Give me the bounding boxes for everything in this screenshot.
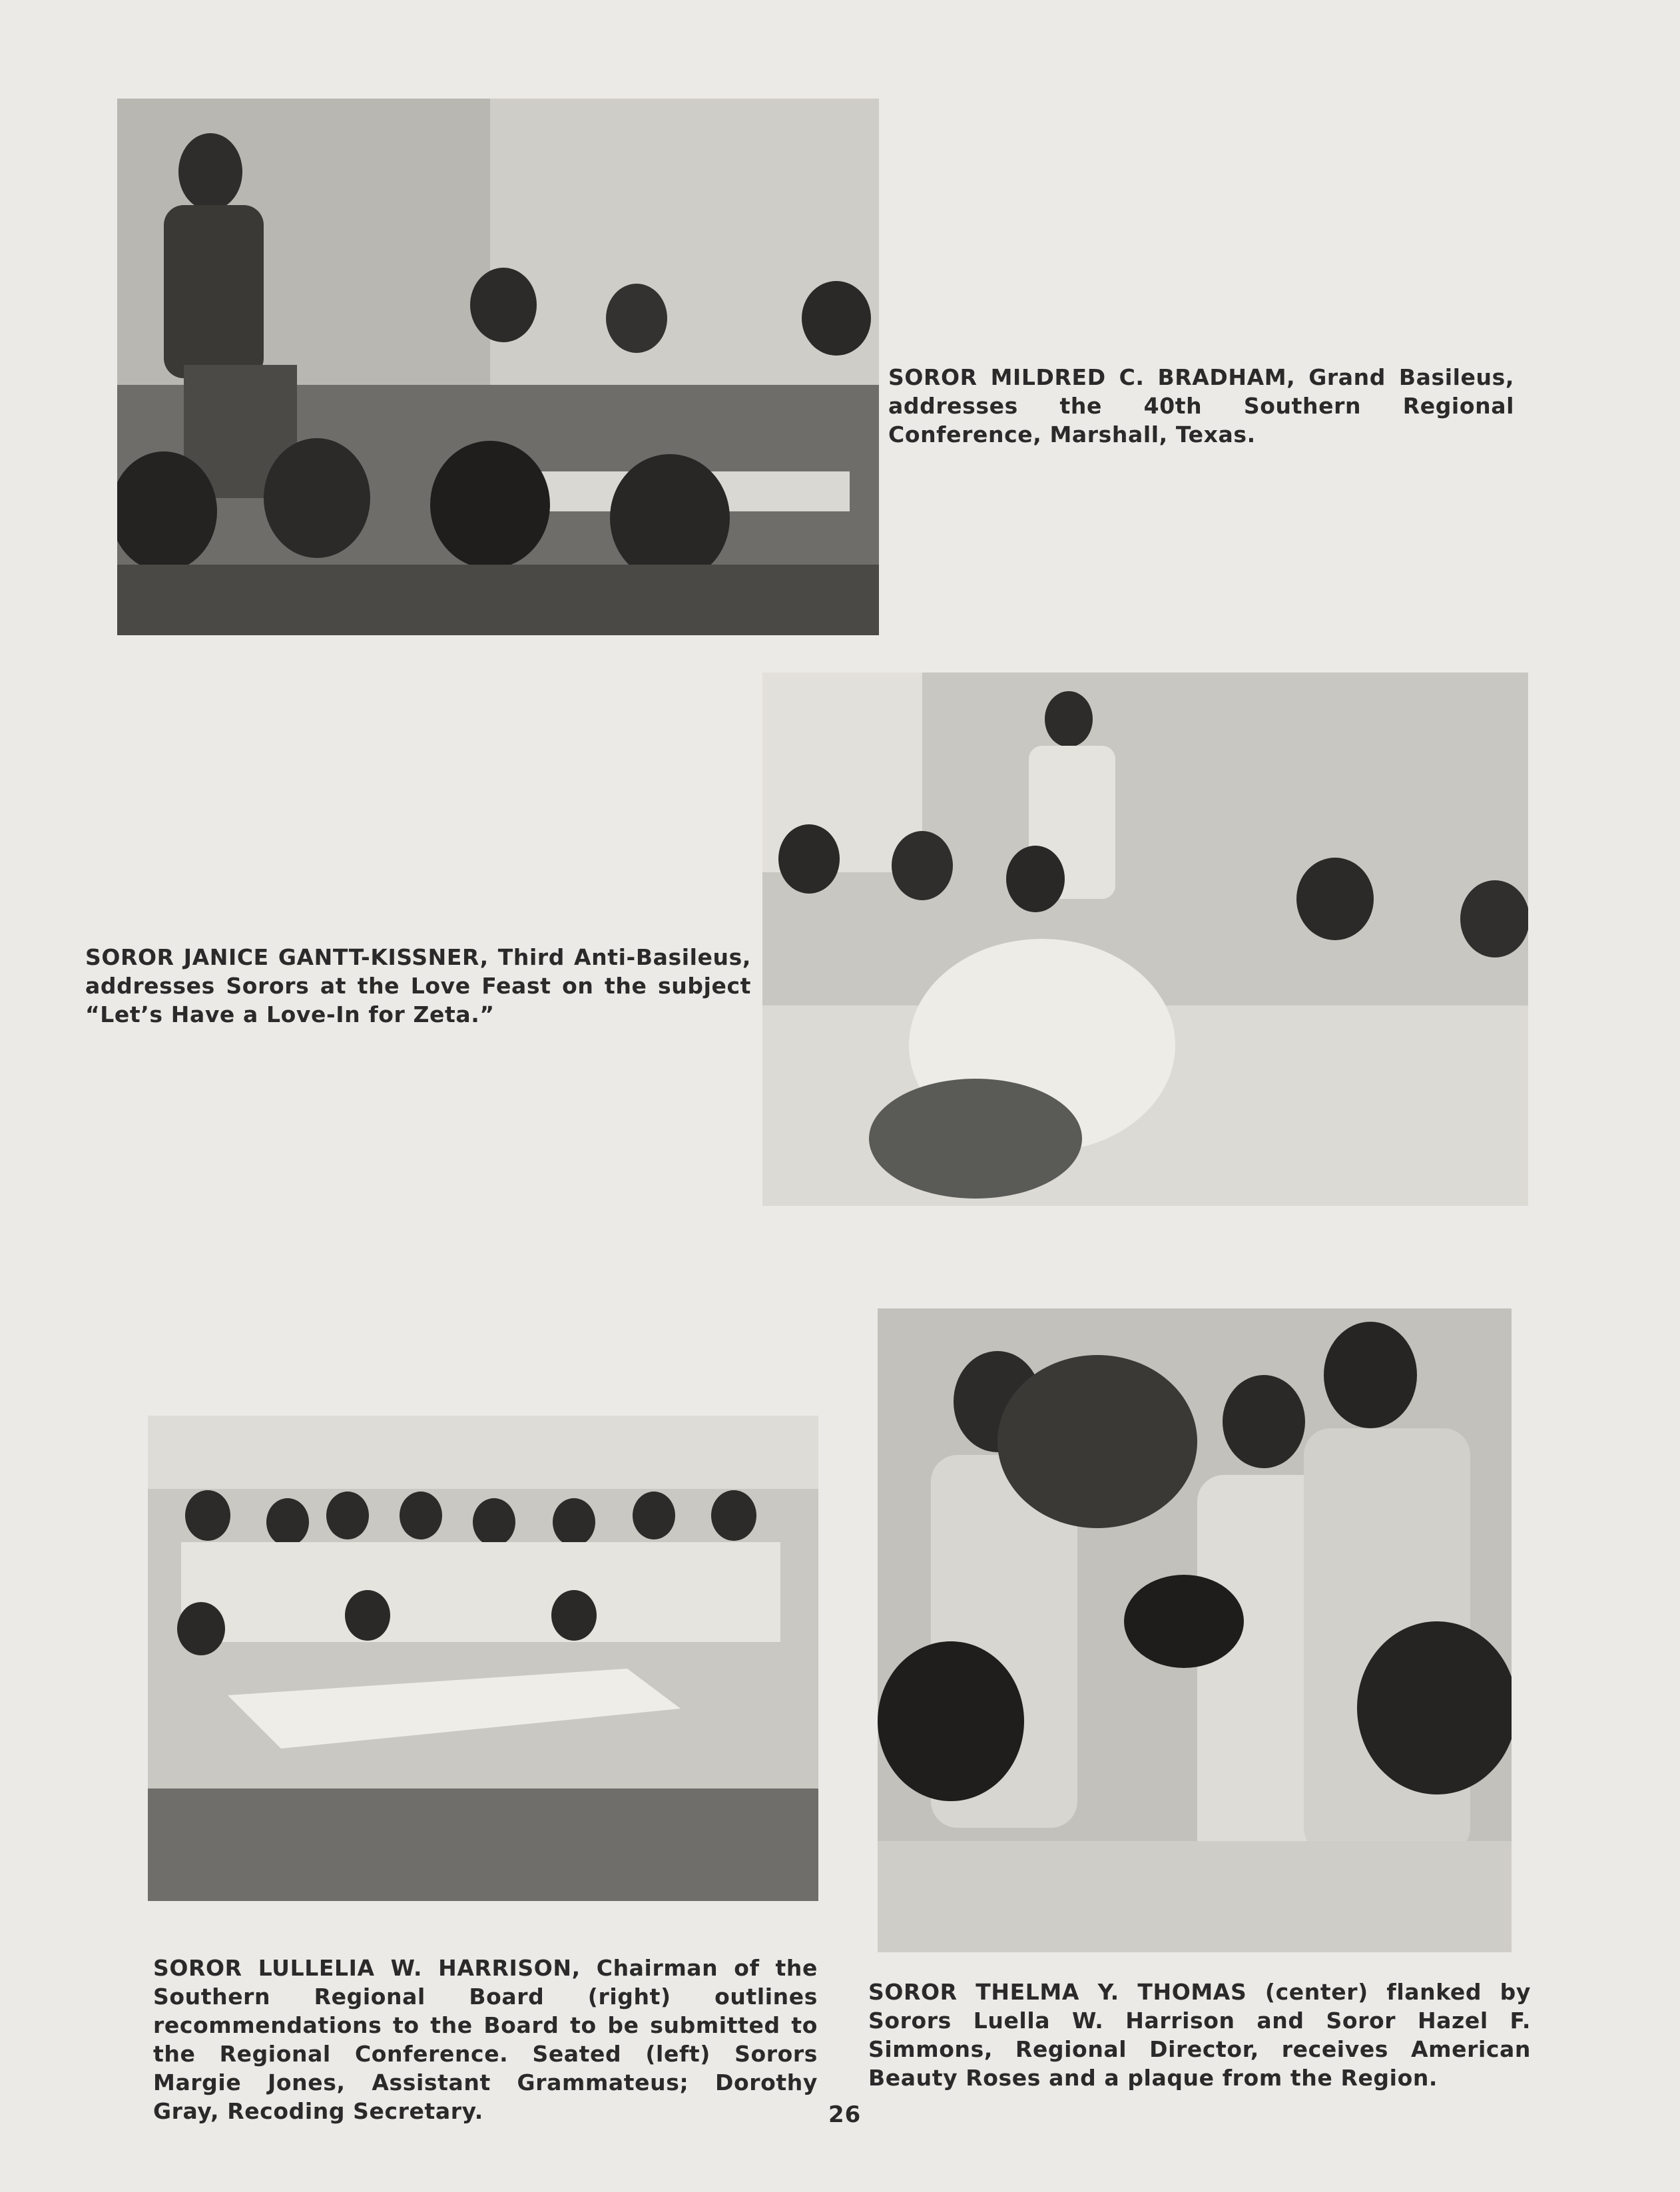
caption-thomas: SOROR THELMA Y. THOMAS (center) flanked by Sorors Luella W. Harrison and Soror Hazel F. Simmons, Regional Director, receives American Beauty Roses and a plaque from the Region. bbox=[868, 1979, 1531, 2091]
photo-gantt-kissner-love-feast bbox=[762, 673, 1528, 1206]
photo-thomas-roses bbox=[878, 1308, 1512, 1952]
caption-bradham: SOROR MILDRED C. BRADHAM, Grand Basileus, addresses the 40th Southern Regional Conference, Marshall, Texas. bbox=[888, 364, 1514, 447]
photo-bradham-graphic bbox=[117, 99, 879, 635]
page-number: 26 bbox=[828, 2101, 862, 2128]
photo-bradham-conference bbox=[117, 99, 879, 635]
photo-thomas-graphic bbox=[878, 1308, 1512, 1952]
photo-harrison-board bbox=[148, 1416, 818, 1901]
caption-harrison: SOROR LULLELIA W. HARRISON, Chairman of the Southern Regional Board (right) outlines recommendations to the Board to be submitted to the Regional Conference. Seated (left) Sorors Margie Jones, Assistant Grammateus; Dorothy Gray, Recoding Secretary. bbox=[153, 1955, 818, 2124]
photo-gantt-kissner-graphic bbox=[762, 673, 1528, 1206]
caption-gantt-kissner: SOROR JANICE GANTT-KISSNER, Third Anti-Basileus, addresses Sorors at the Love Feast on the subject “Let’s Have a Love-In for Zeta.” bbox=[85, 944, 751, 1027]
photo-harrison-graphic bbox=[148, 1416, 818, 1901]
